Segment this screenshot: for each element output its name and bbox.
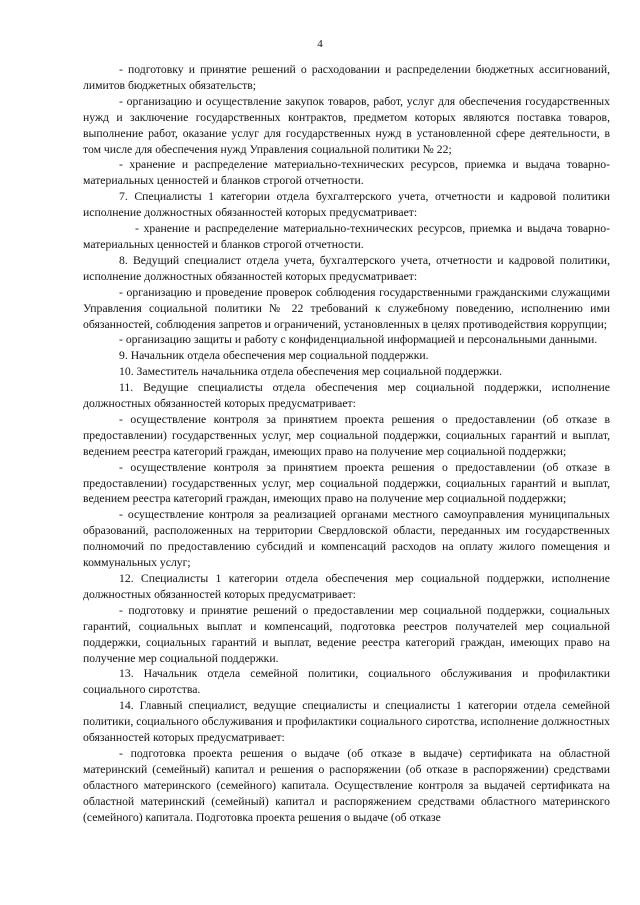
page-number: 4 xyxy=(317,38,323,50)
paragraph: 12. Специалисты 1 категории отдела обеспечения мер социальной поддержки, исполнение должностных обязанностей которых предусматривает: xyxy=(83,572,610,601)
paragraph: - подготовку и принятие решений о предоставлении мер социальной поддержки, социальных гарантий, социальных выплат и компенсаций, подготовка реестров получателей мер социальной поддержки, социальных гарантий и выплат, ведение реестра категорий граждан, имеющих право на получение мер социальной поддержки. xyxy=(83,603,610,665)
paragraph: - осуществление контроля за принятием проекта решения о предоставлении (об отказе в предоставлении) государственных услуг, мер социальной поддержки, социальных гарантий и выплат, ведением реестра категорий граждан, имеющих право на получение мер социальной поддержки; xyxy=(83,412,610,458)
document-body xyxy=(83,62,610,826)
paragraph: - организацию и проведение проверок соблюдения государственными гражданскими служащими Управления социальной политики № 22 требований к служебному поведению, исполнению ими обязанностей, соблюдения запретов и ограничений, установленных в целях противодействия коррупции; xyxy=(83,285,610,331)
paragraph: 7. Специалисты 1 категории отдела бухгалтерского учета, отчетности и кадровой политики исполнение должностных обязанностей которых предусматривает: xyxy=(83,190,610,220)
paragraph: - осуществление контроля за реализацией органами местного самоуправления муниципальных образований, расположенных на территории Свердловской области, переданных им государственных полномочий по предоставлению субсидий и компенсаций расходов на оплату жилого помещения и коммунальных услуг; xyxy=(83,508,610,570)
paragraph: - хранение и распределение материально-технических ресурсов, приемка и выдача товарно-материальных ценностей и бланков строгой отчетности. xyxy=(83,222,610,251)
paragraph: - осуществление контроля за принятием проекта решения о предоставлении (об отказе в предоставлении) государственных услуг, мер социальной поддержки, социальных гарантий и выплат, ведением реестра категорий граждан, имеющих право на получение мер социальной поддержки; xyxy=(83,460,610,506)
paragraph: 13. Начальник отдела семейной политики, социального обслуживания и профилактики социального сиротства. xyxy=(83,667,610,697)
paragraph: 8. Ведущий специалист отдела учета, бухгалтерского учета, отчетности и кадровой политики, исполнение должностных обязанностей которых предусматривает: xyxy=(83,253,610,283)
paragraph: 10. Заместитель начальника отдела обеспечения мер социальной поддержки. xyxy=(119,365,503,379)
paragraph: - организацию и осуществление закупок товаров, работ, услуг для обеспечения государственных нужд и заключение государственных контрактов, предметом которых являются поставка товаров, выполнение работ, оказание услуг для государственных нужд в установленной сфере деятельности, в том числе для обеспечения нужд Управления социальной политики № 22; xyxy=(83,94,610,156)
paragraph: - подготовка проекта решения о выдаче (об отказе в выдаче) сертификата на областной материнский (семейный) капитал и решения о распоряжении (об отказе в распоряжении) средствами областного материнского (семейного) капитала. Осуществление контроля за выдачей сертификата на областной материнский (семейный) капитал и распоряжением средствами областного материнского (семейного) капитала. Подготовка проекта решения о выдаче (об отказе xyxy=(83,746,610,824)
paragraph: - организацию защиты и работу с конфиденциальной информацией и персональными данными. xyxy=(119,333,598,347)
paragraph: 14. Главный специалист, ведущие специалисты и специалисты 1 категории отдела семейной политики, социального обслуживания и профилактики социального сиротства, исполнение должностных обязанностей которых предусматривает: xyxy=(83,699,610,745)
paragraph: - хранение и распределение материально-технических ресурсов, приемка и выдача товарно-материальных ценностей и бланков строгой отчетности. xyxy=(83,158,610,188)
paragraph: - подготовку и принятие решений о расходовании и распределении бюджетных ассигнований, лимитов бюджетных обязательств; xyxy=(83,63,610,92)
paragraph: 9. Начальник отдела обеспечения мер социальной поддержки. xyxy=(119,349,429,363)
paragraph: 11. Ведущие специалисты отдела обеспечения мер социальной поддержки, исполнение должностных обязанностей которых предусматривает: xyxy=(83,381,610,411)
